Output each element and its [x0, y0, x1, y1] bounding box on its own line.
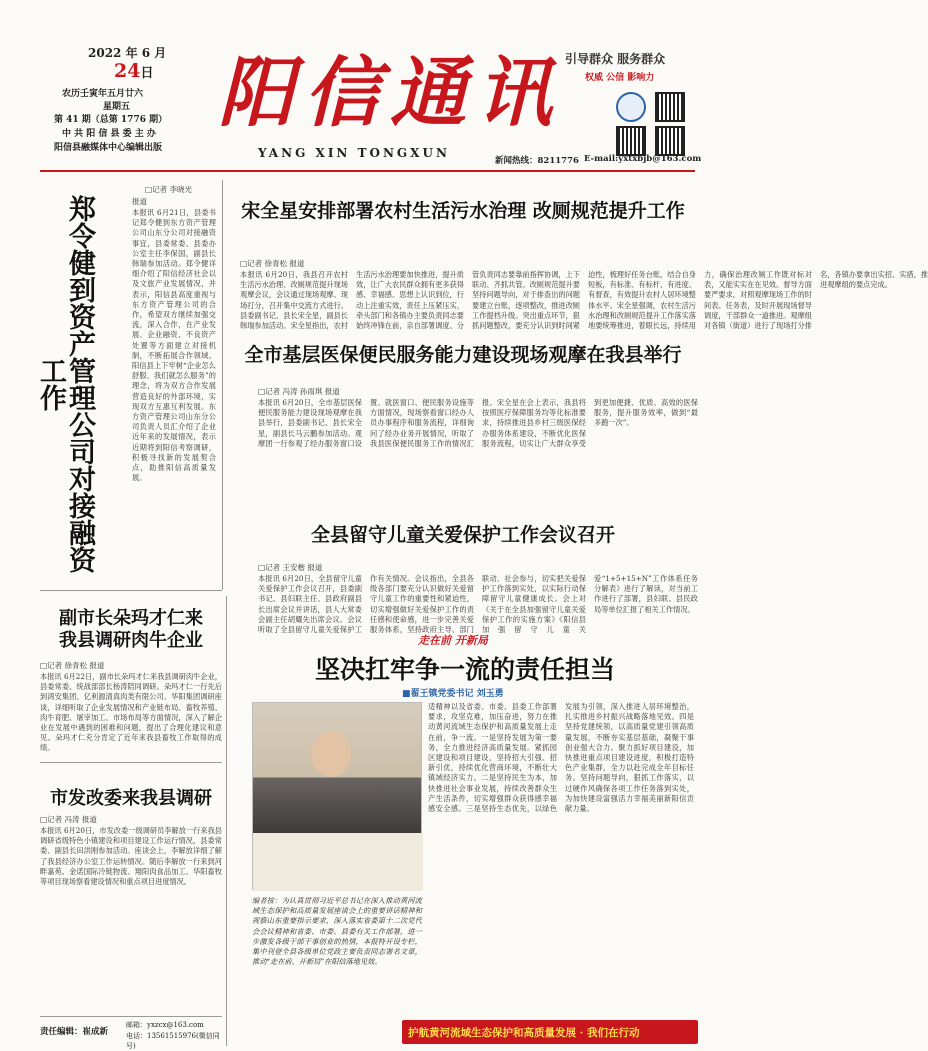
date-line: 2022 年 6 月: [88, 46, 167, 60]
section-rule: [40, 590, 222, 591]
slogan-main: 引导群众 服务群众: [565, 52, 666, 66]
contact-box: [40, 1016, 222, 1050]
bottom-banner: [402, 1020, 698, 1044]
article-dev: [40, 768, 222, 918]
feature-headline: 坚决扛牢争一流的责任担当: [314, 655, 615, 684]
publisher: 阳信县融媒体中心编辑出版: [54, 143, 163, 153]
article-sewage-body: 本报讯 6月20日，我县召开农村生活污水治理、改厕规范提升现场观摩会议，会议通过现场观摩、现场打分，召开集中交流方式进行。县委副书记、县长宋全星，副县长韩瑞参加活动。宋全星指出，农村生活污水治理要加快推进，提升质效，让广大农民群众拥有更多获得感、幸福感。思想上认识到位，行动上注重实效，责任上压紧压实，牵头部门和各镇办主要负责同志要始终冲锋在前，亲自部署调度、分管负责同志要靠前指挥协调，上下联动、齐抓共管。改厕规范提升要坚持问题导向，对于排查出的问题要建立台账，逐项整改，推进改厕工作提档升级。突出重点环节，狠抓问题整改，要充分认识到时间紧迫性，梳理好任务台账，结合自身短板，有标准、有标杆、有进度、有督查，有效提升农村人居环境整体水平。宋全星强调，农村生活污水治理和改厕规范提升工作落实落地要统筹推进，着眼长远，持续用力，确保治理改厕工作既对标对表，又能实实在在见效。督导方面要严要求，对照观摩现场工作的时间表、任务表，及时开展现场督导调度，干部群众一道推进。观摩组对各镇（街道）进行了现场打分排名，各镇办要拿出实招、实措，推进观摩组的要点完成。: [240, 270, 928, 331]
slogan-sub: 权威 公信 影响力: [585, 73, 655, 83]
email: E-mail:yxtxbjb@163.com: [584, 154, 702, 164]
issue-number: 第 41 期（总第 1776 期）: [54, 115, 168, 125]
article-children-byline: □记者 王安楷 报道: [258, 563, 323, 572]
article-beef-headline-1: 副市长朵玛才仁来: [59, 608, 203, 629]
left-article-headline: 郑令健到资产管理公司对接融资工作: [35, 194, 95, 573]
masthead-rule: [40, 170, 695, 172]
left-article-byline-2: 报道: [132, 197, 147, 206]
article-dev-headline: 市发改委来我县调研: [50, 788, 212, 809]
left-article-byline: □记者 李晓光: [145, 185, 192, 194]
article-medical: [228, 340, 698, 480]
feature-photo: [252, 702, 422, 890]
article-beef-byline: □记者 徐青松 报道: [40, 661, 105, 670]
qr-code-icon: [655, 126, 685, 156]
column-divider: [222, 180, 223, 590]
newspaper-title: 阳信通讯: [218, 48, 562, 137]
article-medical-headline: 全市基层医保便民服务能力建设现场观摩在我县举行: [244, 344, 682, 366]
article-children-headline: 全县留守儿童关爱保护工作会议召开: [310, 524, 615, 546]
feature-caption: 编者按：为认真贯彻习近平总书记在深入推动黄河流域生态保护和高质量发展座谈会上的重要讲话精神和视察山东重要指示要求，深入落实省委第十二次党代会会议精神和省委、市委、县委有关工作部署，进一步激发各级干部干事创业的热情，本报特开设专栏，集中刊登全县各级单位党政主要负责同志署名文章，推动“走在前、开新局”在阳信落地见效。: [252, 896, 422, 967]
left-article: [35, 178, 218, 588]
article-sewage: [228, 178, 928, 338]
feature-article: [232, 626, 698, 1046]
feature-kicker: 走在前 开新局: [418, 634, 488, 647]
left-article-body: 本报讯 6月21日，县委书记郑令健到东方资产管理公司山东分公司对接融资事宜，县委常委、县委办公室主任李保国，副县长韩瑞参加活动。郑令健详细介绍了阳信经济社会以及文旅产业发展情况，并表示，阳信县高度重视与东方资产管理公司的合作，希望双方继续加强交流，深入合作，在产业发展、企业融资、不良资产处置等方面建立对接机制，不断拓展合作领域。阳信县上下牢树“企业怎么舒服、我们就怎么服务”的理念，将为双方合作发展营造良好的外部环境，实现双方互惠互利发展。东方资产管理公司山东分公司负责人员汇介绍了企业近年来的发展情况，表示近期将到阳信考察调研，积极寻找新的发展契合点，助推阳信高质量发展。: [132, 208, 216, 483]
editor-label: 责任编辑：崔成新: [40, 1027, 109, 1037]
article-sewage-headline: 宋全星安排部署农村生活污水治理 改厕规范提升工作: [241, 200, 685, 222]
article-beef-body: 本报讯 6月22日，副市长朵玛才仁来我县调研肉牛企业，县委常委、统战部部长杨涛陪同调研。朵玛才仁一行先后到鸿安集团、亿利源清真肉类有限公司、华阳集团调研座谈，详细听取了企业发展情况和产业链布局、畜牧养殖、肉牛育肥、屠宰加工、市场布局等方面情况，深入了解企业在发展中遇到的困难和问题，提出了合理化建议和意见。朵玛才仁充分肯定了近年来我县畜牧工作取得的成绩。: [40, 672, 222, 753]
date-day: 24日: [114, 60, 154, 82]
column-divider: [226, 596, 227, 1046]
feature-body: 适精神以及省委、市委、县委工作部署要求，攻坚克难，加压奋进，努力在推动黄河流域生态保护和高质量发展上走在前，争一流。一是坚持发展为第一要务，全力推进经济高质量发展。紧抓园区建设和项目建设，坚持招大引强、招新引优，持续优化营商环境，不断壮大镇域经济实力。二是坚持民生为本，加快推进社会事业发展，持续改善群众生产生活条件，切实增强群众获得感幸福感安全感。三是坚持生态优先，以绿色发展为引领，深入推进人居环境整治，扎实推进乡村振兴战略落地见效。四是坚持党建统领，以高质量党建引领高质量发展，不断夯实基层基础，凝聚干事创业强大合力。聚力抓好项目建设，加快推进重点项目建设进度，积极打造特色产业集群，全力以赴完成全年目标任务。坚持问题导向，狠抓工作落实，以过硬作风确保各项工作任务落到实处，为加快建设富强活力幸福美丽新阳信贡献力量。: [428, 702, 694, 814]
photo-person-icon: [311, 731, 351, 777]
organizer: 中 共 阳 信 县 委 主 办: [62, 129, 156, 139]
lunar-date: 农历壬寅年五月廿六: [62, 89, 144, 99]
qr-code-icon: [616, 126, 646, 156]
article-sewage-byline: □记者 徐青松 报道: [240, 259, 305, 268]
article-beef-headline-2: 我县调研肉牛企业: [59, 630, 203, 651]
contact-email: 邮箱：yxzcx@163.com: [126, 1021, 204, 1029]
article-children: [228, 490, 698, 635]
article-medical-byline: □记者 冯涛 孙雨琪 报道: [258, 387, 340, 396]
article-medical-body: 本报讯 6月20日，全市基层医保便民服务能力建设现场观摩在我县举行，县委副书记、县长宋全星，副县长马云鹏参加活动。观摩团一行参观了经办服务窗口设置、就医窗口、便民服务设施等方面情况，现场察看窗口经办人员办事程序和服务流程，详细询问了经办业务开展情况，听取了我县医保便民服务工作的情况汇报。宋全星在会上表示，我县将按照医疗保障服务均等化标准要求，持续推进县乡村三级医保经办服务体系建设，不断优化医保服务流程，切实让广大群众享受到更加便捷、优质、高效的医保服务，提升服务效率，做到“最多跑一次”。: [258, 398, 698, 448]
section-rule: [40, 762, 222, 763]
weekday: 星期五: [103, 102, 131, 112]
feature-author: ■翟王镇党委书记 刘玉勇: [402, 689, 504, 699]
photo-desk: [253, 833, 423, 891]
article-children-body: 本报讯 6月20日，全县留守儿童关爱保护工作会议召开，县委副书记、县妇联主任、县政府副县长出席会议并讲话，县人大常委会副主任胡耀先出席会议。会议听取了全县留守儿童关爱保护工作有关情况。会议指出，全县各级各部门要充分认识做好关爱留守儿童工作的重要性和紧迫性，切实增强做好关爱保护工作的责任感和使命感，进一步完善关爱服务体系，坚持政府主导、部门联动、社会参与，切实把关爱保护工作落到实处，以实际行动保障留守儿童健康成长。会上对《关于在全县加强留守儿童关爱保护工作的实施方案》《阳信县加强留守儿童关爱“1+5+15+N”工作体系任务分解表》进行了解读，对当前工作进行了部署，县妇联、县民政局等单位汇报了相关工作情况。: [258, 574, 698, 635]
seal-logo: [616, 92, 646, 122]
title-pinyin: YANG XIN TONGXUN: [258, 146, 450, 160]
news-hotline: 新闻热线：8211776: [495, 156, 579, 166]
article-dev-body: 本报讯 6月20日，市发改委一级调研员李解放一行来我县调研省级特色小镇建设和项目建设工作运行情况，县委常委、副县长田洪刚参加活动。座谈会上，李解放详细了解了我县经济办公室工作运转情况。随后李解放一行来到河畔嘉苑、金诺国际冷链物流、翔阳肉食品加工、华阳畜牧等项目现场察看建设情况和重点项目进度情况。: [40, 826, 222, 887]
masthead: [0, 0, 735, 175]
article-dev-byline: □记者 冯涛 报道: [40, 815, 97, 824]
article-beef: [40, 596, 222, 756]
contact-phone: 电话：13561515976(微信同号): [126, 1032, 220, 1050]
qr-code-icon: [655, 92, 685, 122]
banner-text: 护航黄河流域生态保护和高质量发展 · 我们在行动: [408, 1027, 640, 1039]
